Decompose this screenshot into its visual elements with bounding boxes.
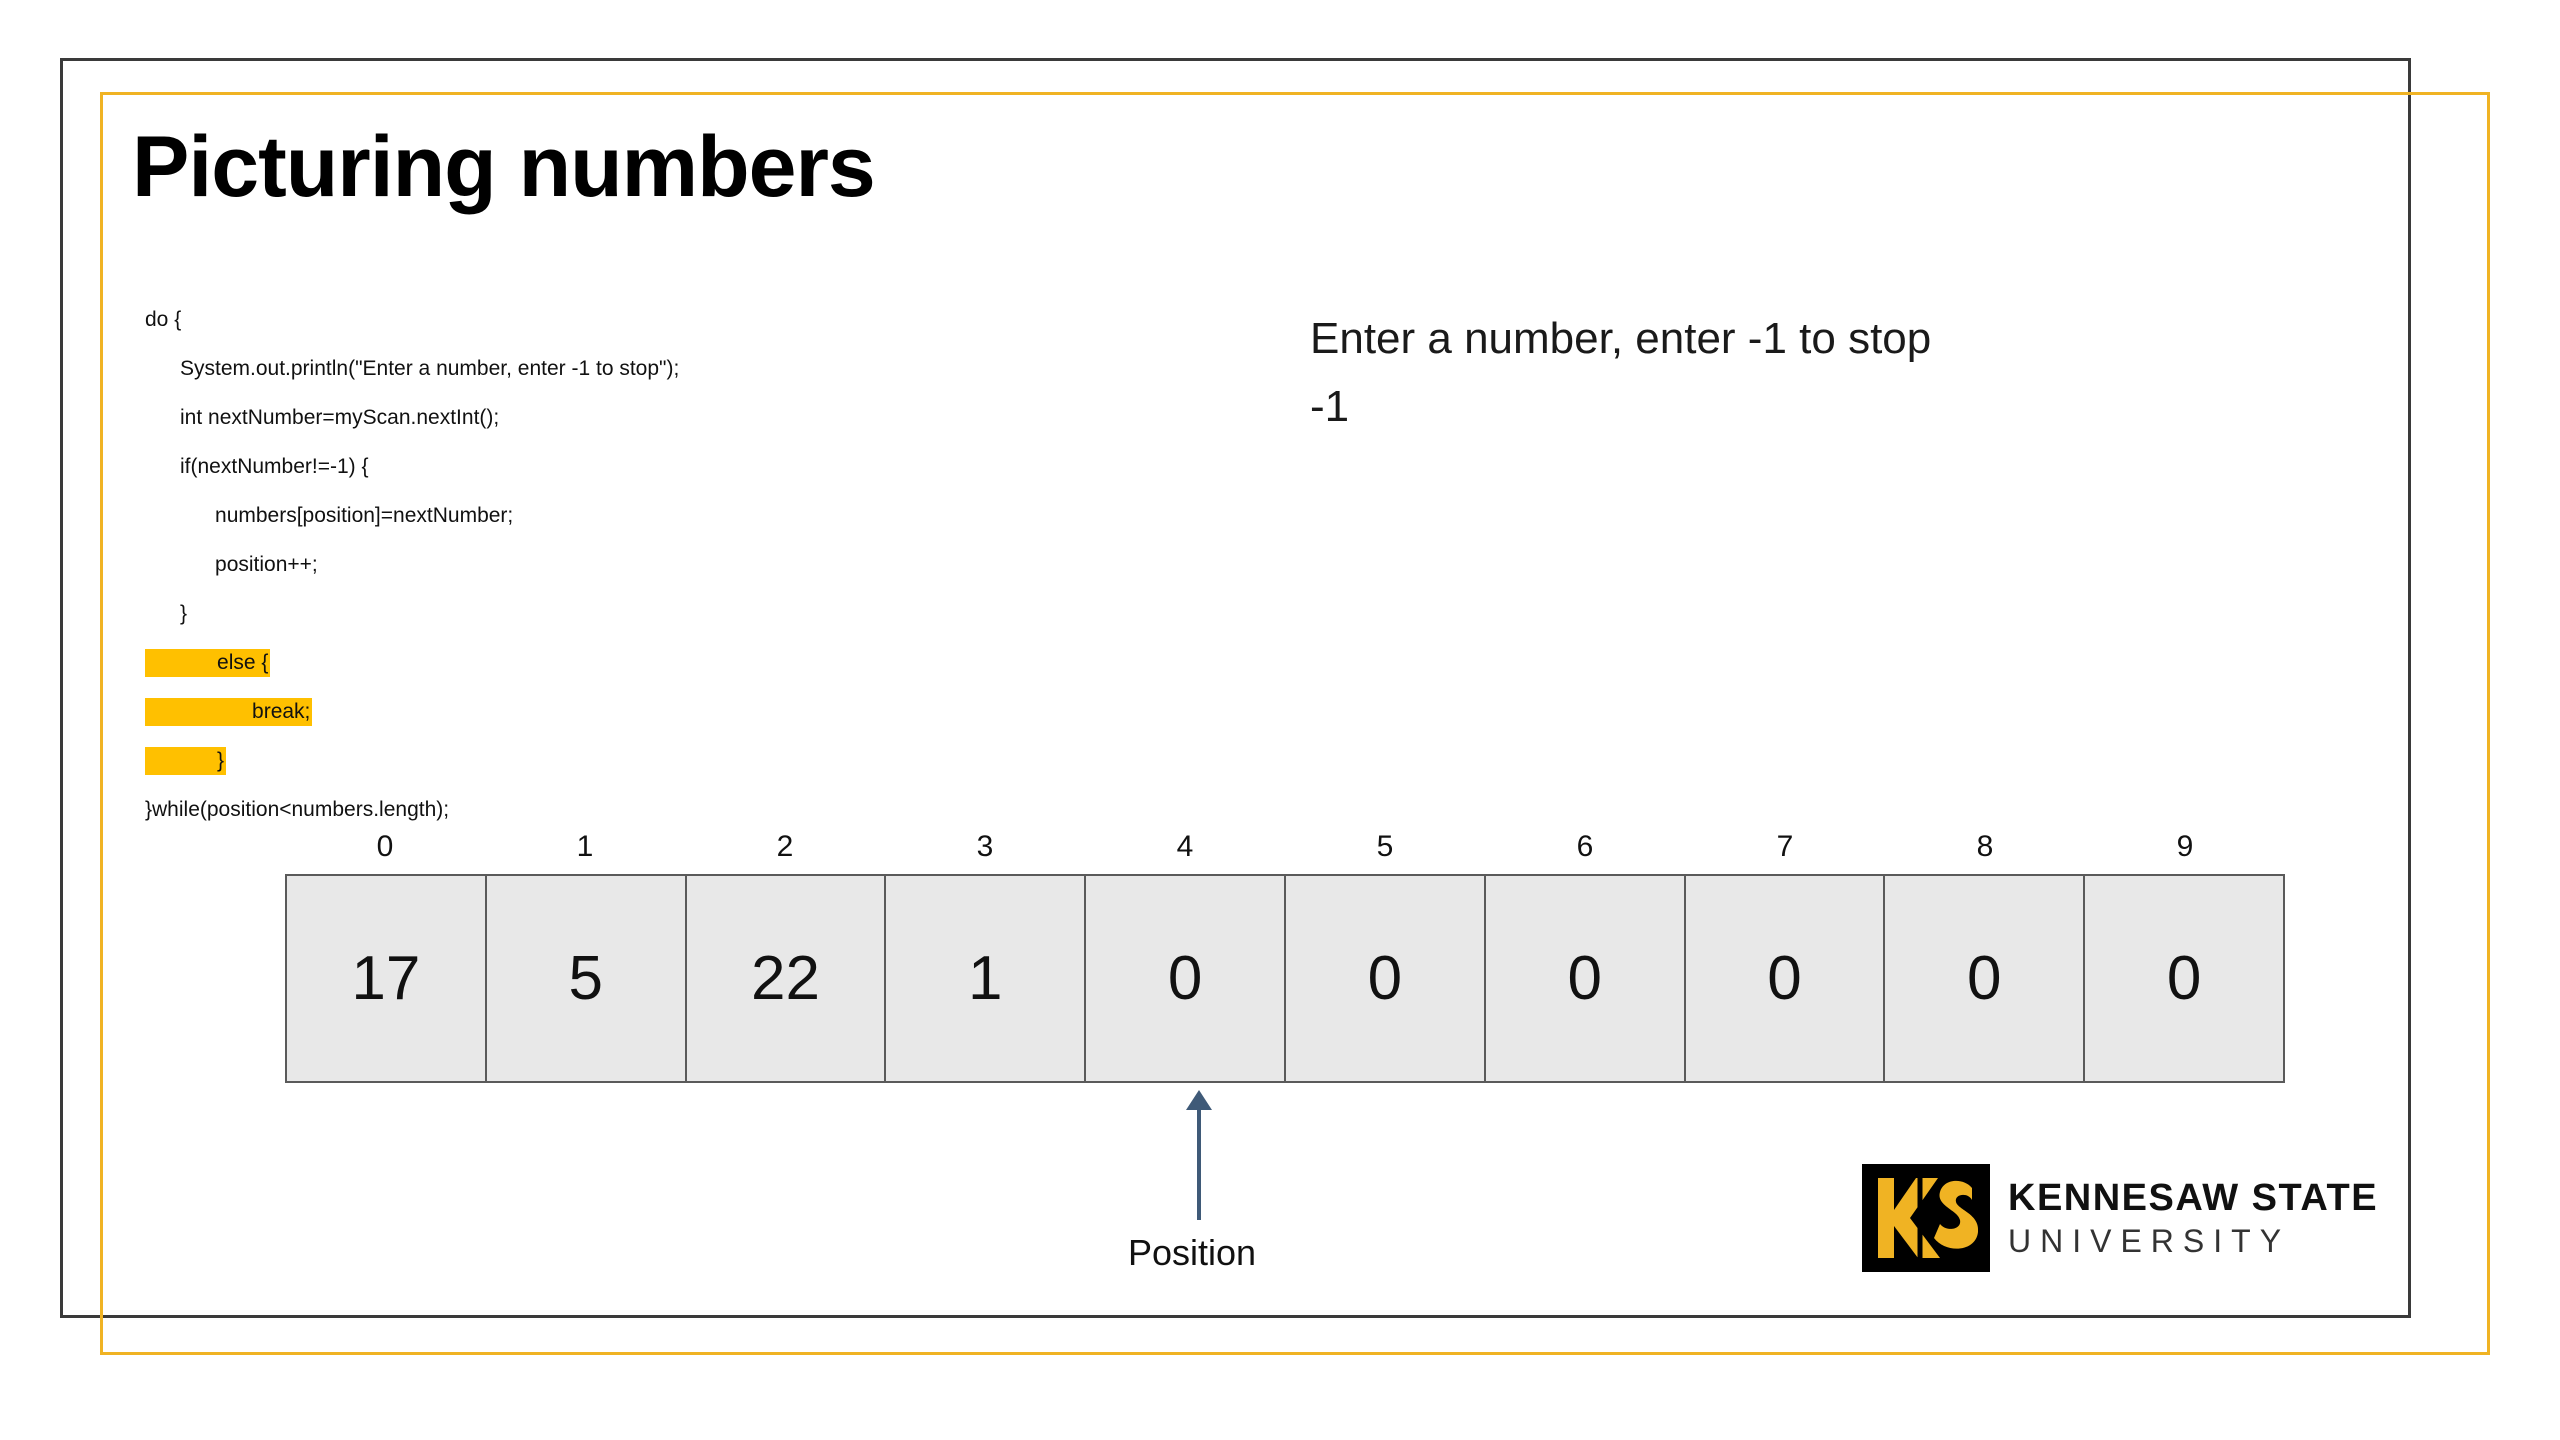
code-line: position++; (145, 553, 318, 576)
ksu-logo-line1: KENNESAW STATE (2008, 1177, 2379, 1219)
code-highlight: } (145, 747, 226, 775)
position-pointer-arrow (1197, 1108, 1201, 1220)
array-index: 2 (776, 830, 794, 863)
array-index: 5 (1376, 830, 1394, 863)
array-index: 6 (1576, 830, 1594, 863)
page-title: Picturing numbers (132, 119, 875, 215)
array-index: 7 (1776, 830, 1794, 863)
code-line: do { (145, 308, 182, 331)
array-index-row (285, 830, 2285, 864)
ksu-logo (1860, 1162, 2378, 1274)
array-index: 3 (976, 830, 994, 863)
code-line (145, 736, 1125, 785)
array-cell: 0 (1686, 876, 1886, 1081)
code-line: }while(position<numbers.length); (145, 798, 450, 821)
ksu-logo-line2: UNIVERSITY (2008, 1223, 2291, 1259)
array-index: 4 (1176, 830, 1194, 863)
array-cell: 0 (1286, 876, 1486, 1081)
code-line: numbers[position]=nextNumber; (145, 504, 514, 527)
ksu-logo-text (2008, 1179, 2378, 1257)
code-highlight: break; (145, 698, 312, 726)
code-line: System.out.println("Enter a number, enter -1 to stop"); (145, 357, 680, 380)
array-cell: 17 (287, 876, 487, 1081)
console-output (1310, 305, 2370, 441)
code-line: } (145, 602, 188, 625)
console-line: Enter a number, enter -1 to stop (1310, 314, 1932, 363)
array-index: 8 (1976, 830, 1994, 863)
array-index: 9 (2176, 830, 2194, 863)
array-index: 1 (576, 830, 594, 863)
array-index: 0 (376, 830, 394, 863)
array-cell: 0 (1885, 876, 2085, 1081)
array-cell: 22 (687, 876, 887, 1081)
code-highlight: else { (145, 649, 270, 677)
code-line (145, 687, 1125, 736)
array-cell-row (285, 874, 2285, 1083)
code-line: if(nextNumber!=-1) { (145, 455, 369, 478)
array-diagram (285, 830, 2285, 1083)
array-cell: 5 (487, 876, 687, 1081)
array-cell: 0 (1086, 876, 1286, 1081)
code-line: int nextNumber=myScan.nextInt(); (145, 406, 500, 429)
position-pointer-label: Position (1128, 1232, 1257, 1273)
console-line: -1 (1310, 382, 1350, 432)
array-cell: 1 (886, 876, 1086, 1081)
code-block (145, 295, 1125, 834)
array-cell: 0 (2085, 876, 2283, 1081)
code-line (145, 638, 1125, 687)
array-cell: 0 (1486, 876, 1686, 1081)
ksu-owl-icon (1860, 1162, 1992, 1274)
